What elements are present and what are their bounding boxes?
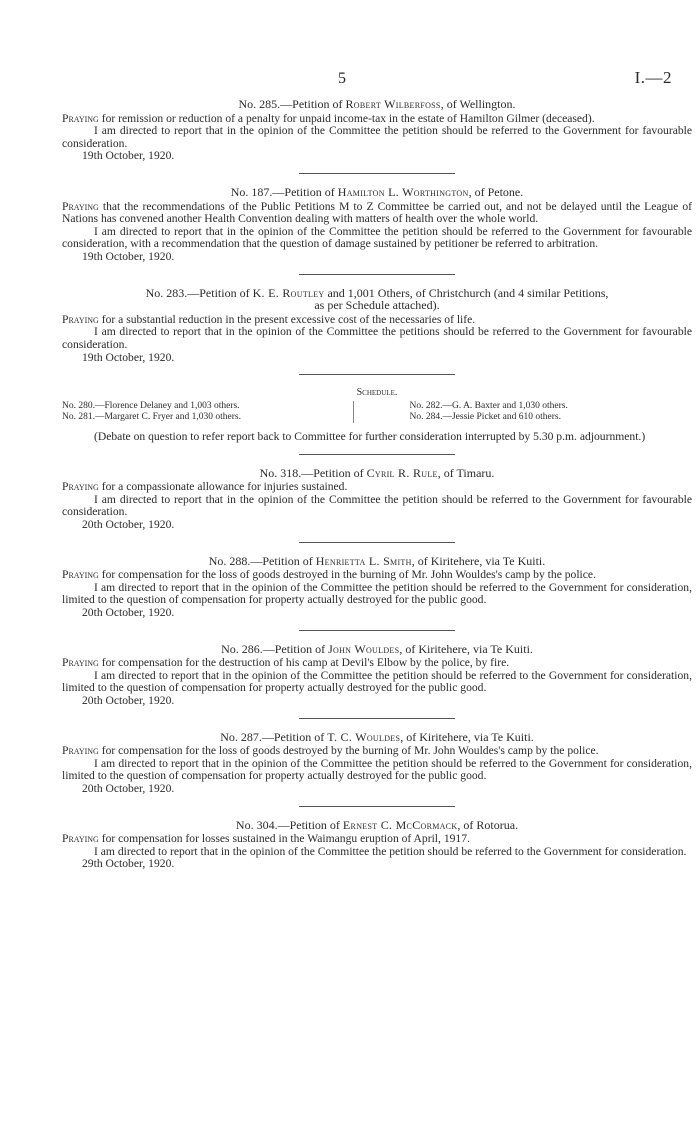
petition-heading: No. 187.—Petition of Hamilton L. Worthington, of Petone.	[230, 184, 524, 199]
petition-date: 29th October, 1920.	[82, 857, 175, 871]
petition-286	[62, 643, 692, 708]
section-divider	[299, 274, 455, 275]
petition-date: 20th October, 1920.	[82, 694, 175, 707]
schedule-entry: No. 280.—Florence Delaney and 1,003 others.	[62, 401, 240, 412]
petition-date: 20th October, 1920.	[82, 606, 175, 620]
petition-date: 19th October, 1920.	[82, 350, 175, 364]
petition-283	[62, 287, 692, 365]
petition-187	[62, 186, 692, 264]
petition-318	[62, 467, 692, 532]
petitioner-name: T. C. Wouldes	[327, 729, 401, 744]
schedule-entry: No. 284.—Jessie Picket and 610 others.	[409, 412, 561, 423]
petition-report: I am directed to report that in the opinion of the Committee the petition should be referred to the Government for consideration.	[94, 844, 687, 858]
petition-prayer: Praying for a substantial reduction in the present excessive cost of the necessaries of life.	[62, 312, 476, 326]
debate-note: (Debate on question to refer report back to Committee for further consideration interrupted by 5.30 p.m. adjournment.)	[94, 430, 646, 444]
petition-report: I am directed to report that in the opinion of the Committee the petition should be referred to the Government for favourable consideration.	[62, 124, 692, 150]
petition-report: I am directed to report that in the opinion of the Committee the petitions should be referred to the Government for favourable consideration.	[62, 325, 692, 351]
petition-prayer: Praying for compensation for the loss of goods destroyed in the burning of Mr. John Wouldes's camp by the police.	[62, 568, 596, 582]
petitioner-name: Henrietta L. Smith	[315, 553, 412, 568]
petition-heading: No. 283.—Petition of K. E. Routley and 1,001 Others, of Christchurch (and 4 similar Petitions, as per Schedule attached).	[145, 285, 609, 313]
petition-report: I am directed to report that in the opinion of the Committee the petition should be referred to the Government for favourable consideration, with a recommendation that the question of damage sustained by petitioner be referred to arbitration.	[62, 224, 692, 251]
section-divider	[299, 374, 455, 375]
petition-heading: No. 286.—Petition of John Wouldes, of Kiritehere, via Te Kuiti.	[221, 641, 533, 656]
petition-heading: No. 287.—Petition of T. C. Wouldes, of Kiritehere, via Te Kuiti.	[220, 729, 534, 744]
petitioner-name: Hamilton L. Worthington	[337, 184, 469, 199]
petition-heading: No. 288.—Petition of Henrietta L. Smith, of Kiritehere, via Te Kuiti.	[208, 553, 546, 568]
page-number: 5	[338, 70, 346, 87]
petition-heading: No. 304.—Petition of Ernest C. McCormack, of Rotorua.	[235, 817, 519, 832]
schedule-title: Schedule.	[356, 387, 398, 399]
petition-prayer: Praying for compensation for the destruction of his camp at Devil's Elbow by the police, by fire.	[62, 656, 510, 670]
petition-288	[62, 555, 692, 620]
document-reference: I.—2	[634, 68, 672, 87]
section-divider	[299, 173, 455, 174]
petition-prayer: Praying for compensation for losses sustained in the Waimangu eruption of April, 1917.	[62, 832, 470, 846]
petition-date: 20th October, 1920.	[82, 781, 175, 795]
page-content	[62, 98, 692, 871]
petition-287	[62, 731, 692, 796]
petition-heading: No. 285.—Petition of Robert Wilberfoss, of Wellington.	[238, 97, 516, 111]
schedule-right-column	[410, 401, 693, 423]
petitioner-name: Robert Wilberfoss	[345, 97, 441, 111]
schedule-entry: No. 282.—G. A. Baxter and 1,030 others.	[409, 401, 568, 412]
petitioner-name: K. E. Routley	[252, 285, 325, 300]
petition-285	[62, 98, 692, 163]
petitioner-name: John Wouldes	[328, 641, 400, 656]
section-divider	[299, 630, 455, 631]
section-divider	[299, 806, 455, 807]
petition-heading: No. 318.—Petition of Cyril R. Rule, of Timaru.	[259, 465, 495, 480]
schedule	[62, 387, 692, 423]
petition-date: 19th October, 1920.	[82, 249, 175, 263]
petition-prayer: Praying for compensation for the loss of goods destroyed by the burning of Mr. John Wouldes's camp by the police.	[62, 744, 599, 758]
petition-prayer: Praying that the recommendations of the Public Petitions M to Z Committee be carried out, and not be delayed until the League of Nations has convened another Health Convention dealing with matters of health over the whole world.	[62, 199, 692, 226]
schedule-left-column	[62, 401, 354, 423]
section-divider	[299, 718, 455, 719]
petition-report: I am directed to report that in the opinion of the Committee the petition should be referred to the Government for consideration, limited to the question of compensation for property actually destroyed for the public good.	[62, 756, 692, 783]
petition-report: I am directed to report that in the opinion of the Committee the petition should be referred to the Government for consideration, limited to the question of compensation for property actually destroyed for the public good.	[62, 668, 692, 695]
petitioner-name: Ernest C. McCormack	[342, 817, 458, 832]
section-divider	[299, 454, 455, 455]
petition-report: I am directed to report that in the opinion of the Committee the petition should be referred to the Government for consideration, limited to the question of compensation for property actually destroyed for the public good.	[62, 580, 692, 607]
schedule-entry: No. 281.—Margaret C. Fryer and 1,030 others.	[62, 412, 241, 423]
petition-prayer: Praying for a compassionate allowance for injuries sustained.	[62, 480, 348, 494]
petition-date: 19th October, 1920.	[82, 149, 175, 163]
petition-304	[62, 819, 692, 871]
petition-prayer: Praying for remission or reduction of a penalty for unpaid income-tax in the estate of Hamilton Gilmer (deceased).	[62, 111, 595, 125]
petition-report: I am directed to report that in the opinion of the Committee the petition should be referred to the Government for favourable consideration.	[62, 492, 692, 519]
petitioner-name: Cyril R. Rule	[366, 465, 438, 480]
petition-date: 20th October, 1920.	[82, 518, 175, 532]
section-divider	[299, 542, 455, 543]
